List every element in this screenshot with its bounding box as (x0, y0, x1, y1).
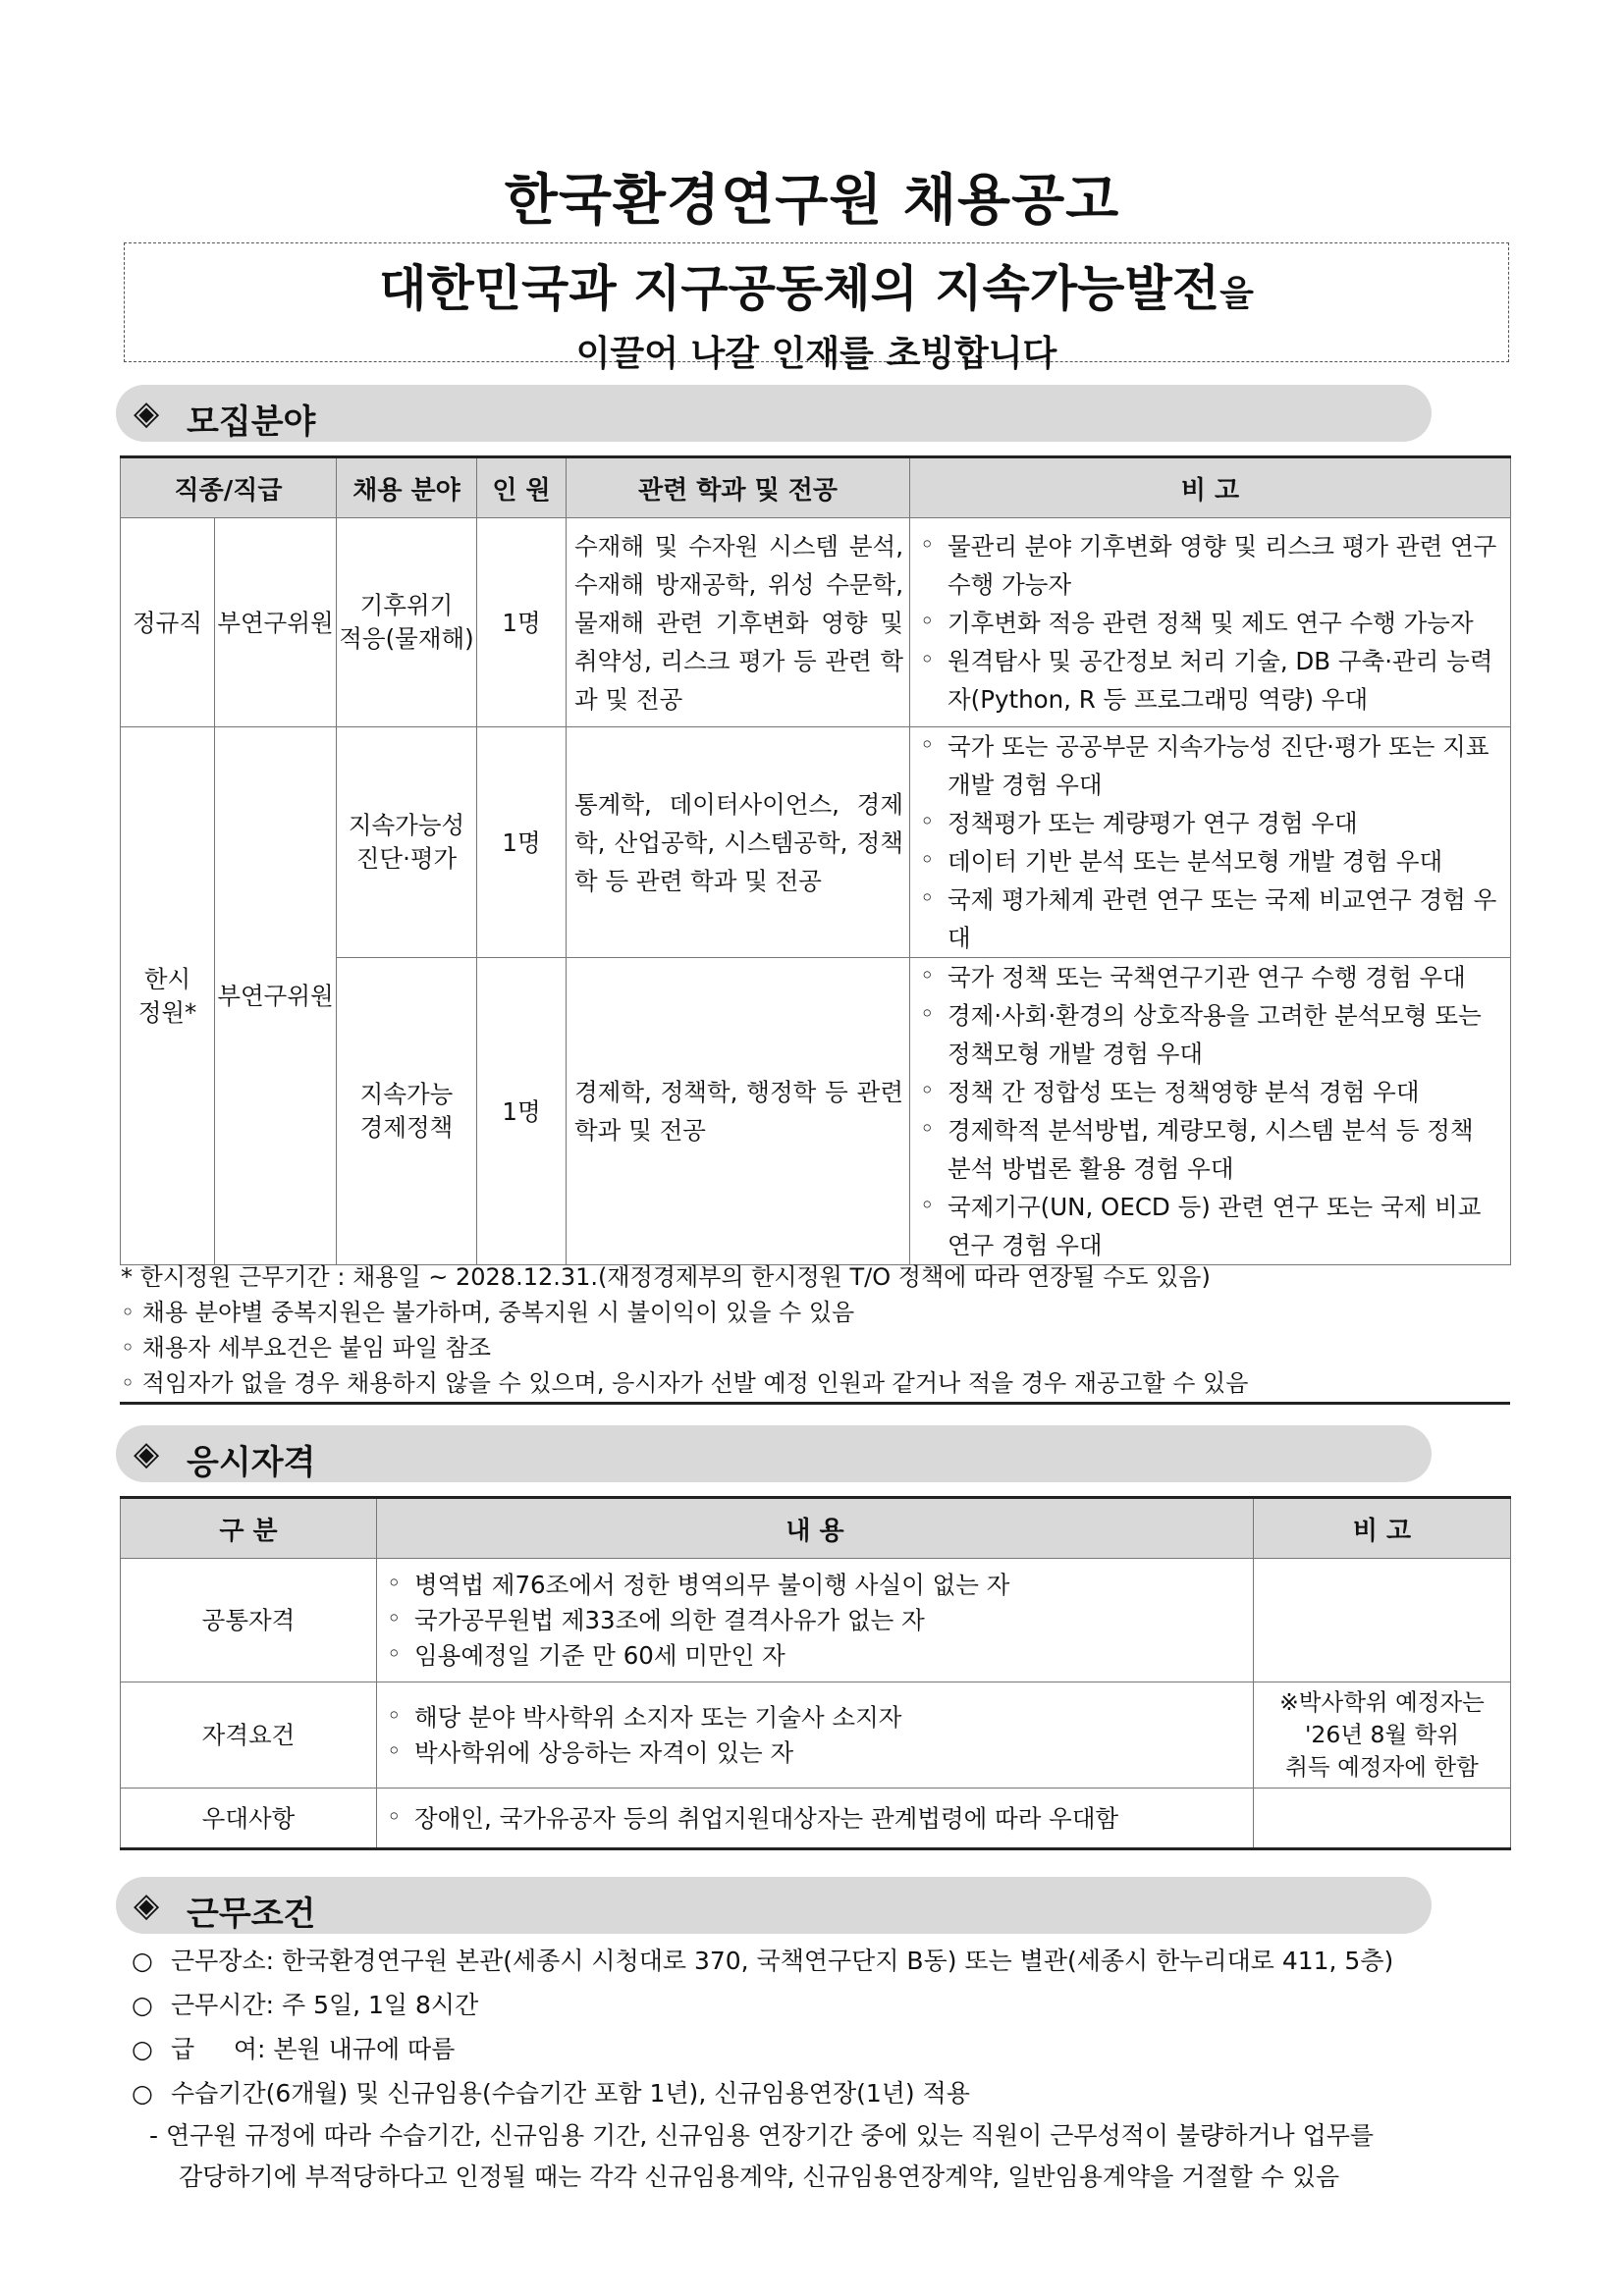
diamond-icon: ◈ (134, 1886, 160, 1925)
table-row (121, 1789, 1511, 1849)
job-type-cell: 정규직 (121, 518, 215, 727)
circle-bullet-icon: ○ (132, 1991, 153, 2019)
list-item: ◦ 경제·사회·환경의 상호작용을 고려한 분석모형 또는 정책모형 개발 경험 우대 (918, 996, 1504, 1073)
remark-cell (1254, 1789, 1511, 1849)
list-item: ◦ 장애인, 국가유공자 등의 취업지원대상자는 관계법령에 따라 우대함 (385, 1799, 1247, 1838)
remark-cell: ※박사학위 예정자는 '26년 8월 학위 취득 예정자에 한함 (1254, 1682, 1511, 1789)
slogan-line-1 (125, 249, 1508, 320)
field-cell: 지속가능 경제정책 (337, 958, 477, 1265)
category-cell: 우대사항 (121, 1789, 377, 1849)
slogan-line-1-tail: 을 (1219, 274, 1254, 314)
section-header-conditions (116, 1877, 1432, 1934)
remarks-list (910, 958, 1510, 1264)
remarks-cell (910, 727, 1511, 958)
header-count: 인 원 (477, 457, 567, 518)
table-row (121, 727, 1511, 958)
condition-text: 근무장소: 한국환경연구원 본관(세종시 시청대로 370, 국책연구단지 B동) 또는 별관(세종시 한누리대로 411, 5층) (171, 1947, 1394, 1975)
circle-bullet-icon: ○ (132, 2079, 153, 2108)
list-item: ◦ 국가 정책 또는 국책연구기관 연구 수행 경험 우대 (918, 958, 1504, 996)
list-item: ◦ 국가공무원법 제33조에 의한 결격사유가 없는 자 (385, 1603, 1247, 1638)
majors-text: 통계학, 데이터사이언스, 경제학, 산업공학, 시스템공학, 정책학 등 관련 학과 및 전공 (574, 789, 903, 895)
section-header-recruit (116, 385, 1432, 442)
table-row (121, 1682, 1511, 1789)
count-cell: 1명 (477, 958, 567, 1265)
slogan-line-2: 이끌어 나갈 인재를 초빙합니다 (575, 334, 1057, 374)
content-cell (377, 1789, 1254, 1849)
header-remarks: 비 고 (910, 457, 1511, 518)
content-list (377, 1700, 1253, 1771)
notes-divider (120, 1402, 1510, 1405)
condition-subnote-line-2: 감당하기에 부적당하다고 인정될 때는 각각 신규임용계약, 신규임용연장계약, 일반임용계약을 거절할 수 있음 (179, 2163, 1340, 2191)
list-item (132, 1939, 1526, 1983)
list-item: ◦ 데이터 기반 분석 또는 분석모형 개발 경험 우대 (918, 842, 1504, 881)
section-title-recruit: 모집분야 (187, 402, 316, 442)
conditions-list (132, 1939, 1526, 2198)
content-cell (377, 1682, 1254, 1789)
content-list (377, 1568, 1253, 1674)
recruit-notes (121, 1259, 1515, 1401)
content-list (377, 1799, 1253, 1838)
count-cell: 1명 (477, 727, 567, 958)
content-cell (377, 1559, 1254, 1682)
condition-subnote-line-1: - 연구원 규정에 따라 수습기간, 신규임용 기간, 신규임용 연장기간 중에 있는 직원이 근무성적이 불량하거나 업무를 (149, 2121, 1375, 2150)
field-cell: 지속가능성 진단·평가 (337, 727, 477, 958)
header-job-type: 직종/직급 (121, 457, 337, 518)
table-row (121, 1559, 1511, 1682)
rank-cell: 부연구위원 (215, 518, 337, 727)
diamond-icon: ◈ (134, 394, 160, 433)
circle-bullet-icon: ○ (132, 1947, 153, 1975)
section-header-qualification (116, 1425, 1432, 1482)
circle-bullet-icon: ○ (132, 2035, 153, 2063)
page-title: 한국환경연구원 채용공고 (504, 169, 1120, 233)
field-cell: 기후위기 적응(물재해) (337, 518, 477, 727)
list-item (132, 2027, 1526, 2071)
list-item: ◦ 기후변화 적응 관련 정책 및 제도 연구 수행 가능자 (918, 604, 1504, 642)
list-item (132, 2071, 1526, 2115)
remarks-list (910, 727, 1510, 957)
job-type-cell: 한시 정원* (121, 727, 215, 1265)
header-category: 구 분 (121, 1498, 377, 1559)
header-remark: 비 고 (1254, 1498, 1511, 1559)
qualification-table (120, 1496, 1511, 1850)
header-content: 내 용 (377, 1498, 1254, 1559)
rank-cell: 부연구위원 (215, 727, 337, 1265)
note-line: ◦ 적임자가 없을 경우 채용하지 않을 수 있으며, 응시자가 선발 예정 인원과 같거나 적을 경우 재공고할 수 있음 (121, 1369, 1249, 1397)
note-line: * 한시정원 근무기간 : 채용일 ~ 2028.12.31.(재정경제부의 한시정원 T/O 정책에 따라 연장될 수도 있음) (121, 1263, 1211, 1291)
list-item: ◦ 국제기구(UN, OECD 등) 관련 연구 또는 국제 비교연구 경험 우대 (918, 1188, 1504, 1264)
header-field: 채용 분야 (337, 457, 477, 518)
condition-text: 수습기간(6개월) 및 신규임용(수습기간 포함 1년), 신규임용연장(1년) 적용 (171, 2079, 970, 2108)
table-row (121, 518, 1511, 727)
majors-text: 경제학, 정책학, 행정학 등 관련 학과 및 전공 (574, 1078, 903, 1145)
remarks-cell (910, 958, 1511, 1265)
category-cell: 자격요건 (121, 1682, 377, 1789)
remarks-list (910, 527, 1510, 719)
majors-cell (567, 958, 910, 1265)
header-majors: 관련 학과 및 전공 (567, 457, 910, 518)
section-title-conditions: 근무조건 (187, 1895, 316, 1934)
recruit-table (120, 455, 1511, 1265)
count-cell: 1명 (477, 518, 567, 727)
diamond-icon: ◈ (134, 1434, 160, 1473)
majors-cell (567, 727, 910, 958)
list-item (132, 1983, 1526, 2027)
list-item: ◦ 임용예정일 기준 만 60세 미만인 자 (385, 1638, 1247, 1674)
list-item: ◦ 정책평가 또는 계량평가 연구 경험 우대 (918, 804, 1504, 842)
majors-text: 수재해 및 수자원 시스템 분석, 수재해 방재공학, 위성 수문학, 물재해 관련 기후변화 영향 및 취약성, 리스크 평가 등 관련 학과 및 전공 (574, 531, 903, 714)
list-item: ◦ 경제학적 분석방법, 계량모형, 시스템 분석 등 정책 분석 방법론 활용 경험 우대 (918, 1111, 1504, 1188)
list-item: ◦ 원격탐사 및 공간정보 처리 기술, DB 구축·관리 능력자(Python, R 등 프로그래밍 역량) 우대 (918, 642, 1504, 719)
majors-cell (567, 518, 910, 727)
section-title-qualification: 응시자격 (187, 1443, 316, 1482)
condition-text: 근무시간: 주 5일, 1일 8시간 (171, 1991, 479, 2019)
remark-cell (1254, 1559, 1511, 1682)
note-line: ◦ 채용자 세부요건은 붙임 파일 참조 (121, 1334, 491, 1362)
note-line: ◦ 채용 분야별 중복지원은 불가하며, 중복지원 시 불이익이 있을 수 있음 (121, 1299, 855, 1326)
category-cell: 공통자격 (121, 1559, 377, 1682)
list-item: ◦ 해당 분야 박사학위 소지자 또는 기술사 소지자 (385, 1700, 1247, 1735)
list-item: ◦ 물관리 분야 기후변화 영향 및 리스크 평가 관련 연구 수행 가능자 (918, 527, 1504, 604)
remarks-cell (910, 518, 1511, 727)
condition-text: 급 여: 본원 내규에 따름 (171, 2035, 456, 2063)
list-item: ◦ 정책 간 정합성 또는 정책영향 분석 경험 우대 (918, 1073, 1504, 1111)
list-item: ◦ 국가 또는 공공부문 지속가능성 진단·평가 또는 지표 개발 경험 우대 (918, 727, 1504, 804)
list-item: ◦ 국제 평가체계 관련 연구 또는 국제 비교연구 경험 우대 (918, 881, 1504, 957)
list-item: ◦ 병역법 제76조에서 정한 병역의무 불이행 사실이 없는 자 (385, 1568, 1247, 1603)
list-item: ◦ 박사학위에 상응하는 자격이 있는 자 (385, 1735, 1247, 1771)
slogan-line-1-main: 대한민국과 지구공동체의 지속가능발전 (379, 260, 1220, 317)
slogan-box (124, 242, 1509, 374)
